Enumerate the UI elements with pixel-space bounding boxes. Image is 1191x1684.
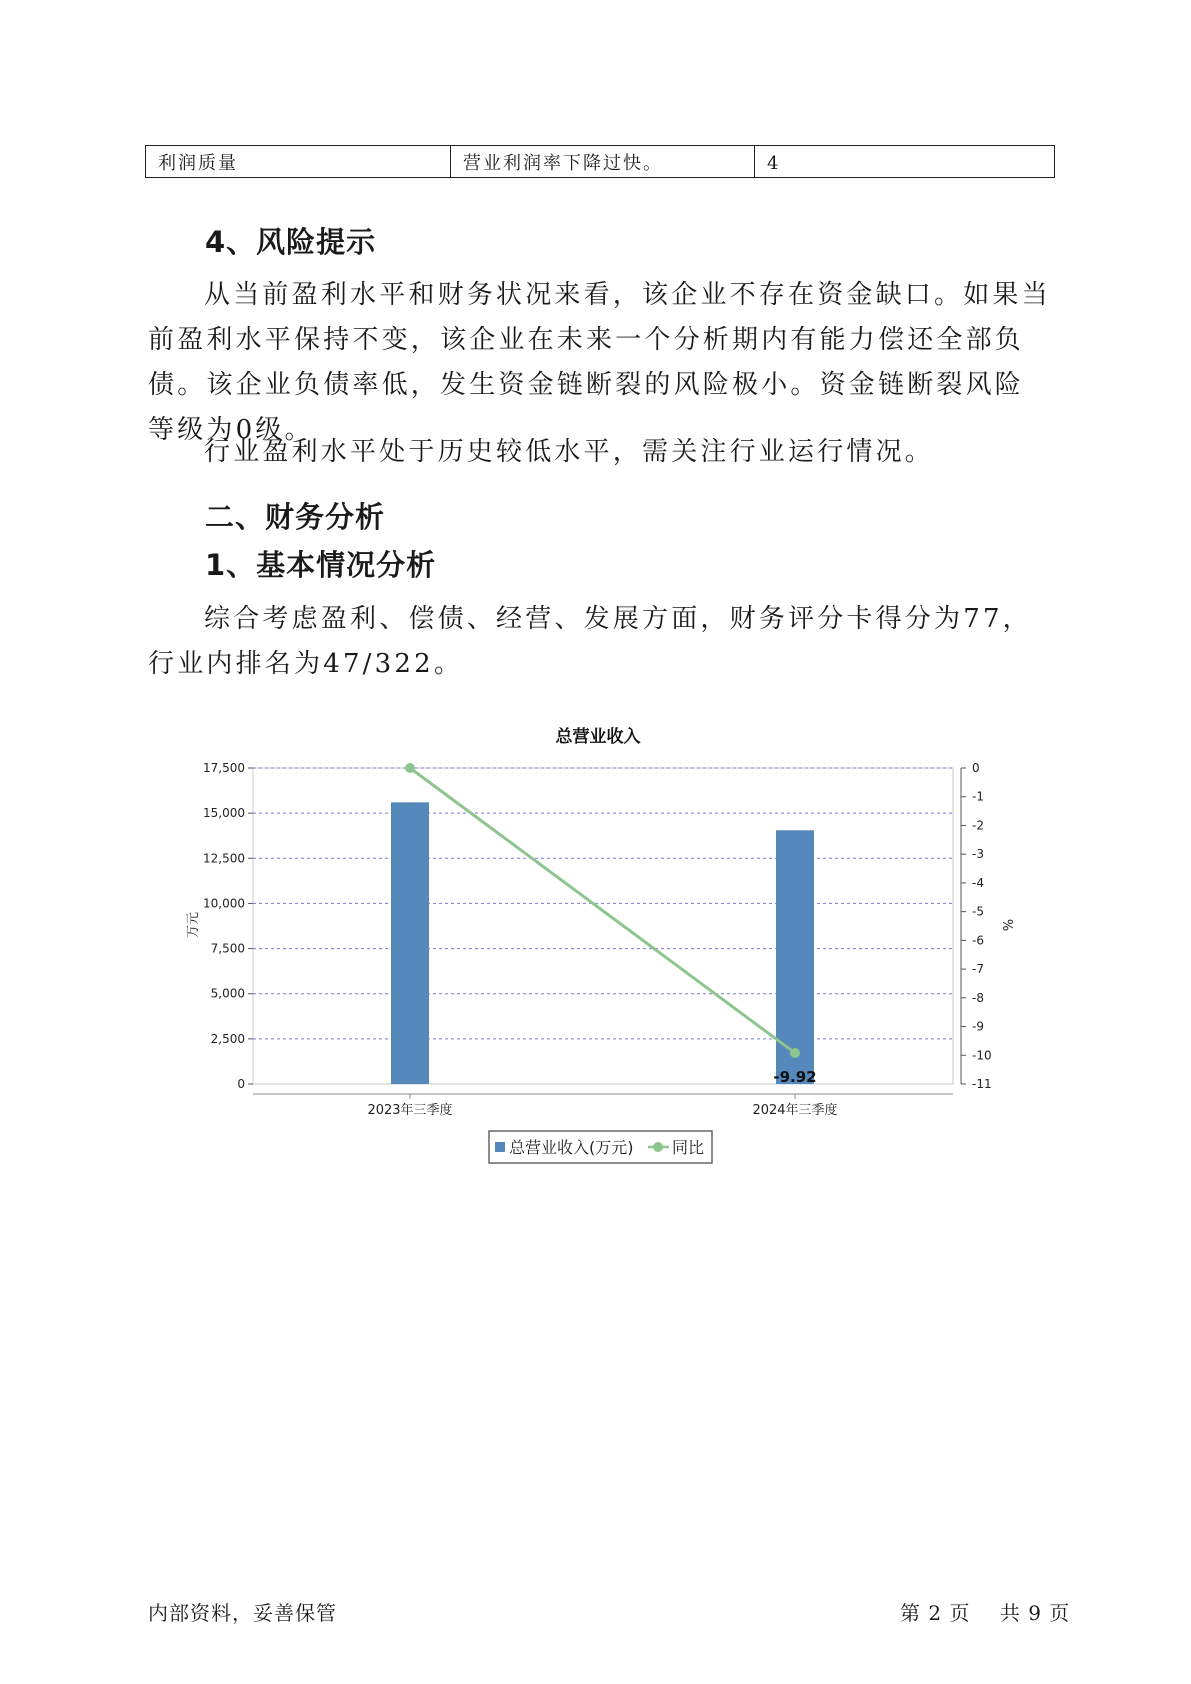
- right-tick-label: -8: [972, 990, 984, 1005]
- right-tick-label: -9: [972, 1019, 984, 1034]
- chart-legend: [489, 1131, 712, 1163]
- left-tick-label: 2,500: [210, 1031, 245, 1046]
- revenue-bar: [776, 830, 814, 1084]
- chart-ylabel-right: %: [999, 918, 1014, 932]
- chart-ylabel-left: 万元: [186, 911, 201, 939]
- left-axis-ticks: [203, 761, 253, 1091]
- left-tick-label: 12,500: [203, 851, 245, 866]
- finance-heading: 二、财务分析: [205, 500, 386, 534]
- risk-paragraph-1: 从当前盈利水平和财务状况来看，该企业不存在资金缺口。如果当前盈利水平保持不变，该企业在未来一个分析期内有能力偿还全部负债。该企业负债率低，发生资金链断裂的风险极小。资金链断裂风险等级为0级。: [148, 280, 1051, 445]
- yoy-line-series: [405, 763, 817, 1086]
- x-tick-label: 2024年三季度: [752, 1103, 838, 1118]
- left-tick-label: 7,500: [210, 941, 245, 956]
- right-tick-label: -10: [972, 1048, 992, 1063]
- plot-area: [253, 768, 953, 1084]
- left-tick-label: 0: [237, 1077, 245, 1091]
- right-tick-label: -5: [972, 904, 984, 919]
- yoy-point: [790, 1048, 800, 1058]
- legend-line-label: 同比: [672, 1138, 705, 1157]
- chart-title: 总营业收入: [555, 727, 641, 747]
- bar-series: [391, 802, 817, 1086]
- right-tick-label: -6: [972, 933, 984, 948]
- right-tick-label: -11: [972, 1077, 992, 1091]
- basic-analysis-heading: 1、基本情况分析: [205, 548, 437, 582]
- grid-lines: [253, 768, 953, 1039]
- yoy-point: [405, 763, 415, 773]
- right-tick-label: 0: [972, 761, 980, 775]
- risk-table-level: 4: [767, 153, 781, 174]
- left-tick-label: 17,500: [203, 761, 245, 775]
- footer-left: 内部资料，妥善保管: [148, 1601, 337, 1625]
- risk-heading: 4、风险提示: [205, 225, 377, 259]
- legend-line-marker: [653, 1142, 663, 1152]
- risk-table-description: 营业利润率下降过快。: [451, 146, 755, 177]
- legend-bar-label: 总营业收入(万元): [509, 1138, 634, 1157]
- left-tick-label: 5,000: [210, 986, 245, 1001]
- score-paragraph: 综合考虑盈利、偿债、经营、发展方面，财务评分卡得分为77，行业内排名为47/322。: [148, 604, 1032, 679]
- footer-page-number: 第 2 页 共 9 页: [900, 1601, 1071, 1625]
- right-tick-label: -2: [972, 818, 984, 833]
- right-axis-ticks: [961, 761, 992, 1091]
- left-tick-label: 15,000: [203, 806, 245, 821]
- yoy-line: [410, 768, 795, 1053]
- risk-table-item: 利润质量: [146, 146, 451, 177]
- right-tick-label: -7: [972, 962, 984, 977]
- left-tick-label: 10,000: [203, 896, 245, 911]
- right-tick-label: -4: [972, 875, 984, 890]
- right-tick-label: -3: [972, 847, 984, 862]
- risk-paragraph-2: 行业盈利水平处于历史较低水平，需关注行业运行情况。: [204, 437, 935, 467]
- x-axis-ticks: [367, 1094, 837, 1118]
- x-tick-label: 2023年三季度: [367, 1103, 453, 1118]
- yoy-data-label: -9.92: [773, 1067, 817, 1086]
- legend-bar-swatch: [495, 1142, 505, 1152]
- right-tick-label: -1: [972, 789, 984, 804]
- revenue-bar: [391, 802, 429, 1084]
